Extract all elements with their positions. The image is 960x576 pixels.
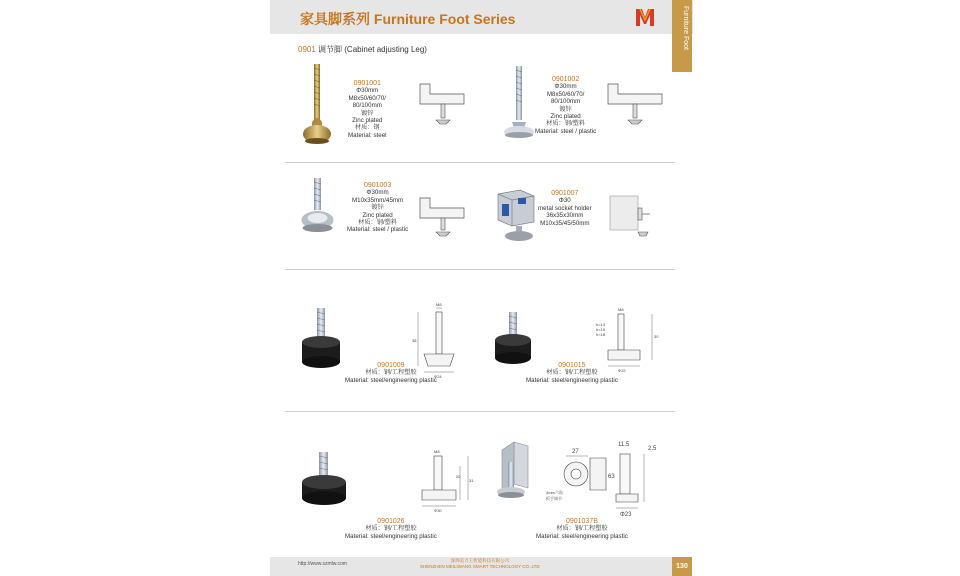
spec-line: 材质：钢/工程塑胶 — [365, 525, 417, 533]
dim-height: 38 — [412, 338, 417, 343]
spec-0901009 — [345, 362, 437, 384]
spec-line: Material: steel/engineering plastic — [345, 376, 437, 384]
spec-line: Zinc plated — [352, 117, 383, 125]
spec-line: metal socket holder — [538, 204, 592, 212]
row-divider — [285, 162, 675, 163]
row-divider — [285, 411, 675, 412]
page-number: 130 — [672, 557, 692, 576]
dim-h2: h=15 — [596, 327, 606, 332]
page-title: 家具脚系列 Furniture Foot Series — [300, 11, 516, 27]
spec-line: 材质：钢/塑料 — [358, 219, 398, 227]
brand-logo-icon — [634, 6, 656, 28]
product-code: 0901003 — [363, 182, 392, 189]
spec-line: 材质：钢/工程塑胶 — [546, 369, 598, 377]
spec-line: Material: steel/engineering plastic — [345, 532, 437, 540]
spec-line: 材质：钢/塑料 — [546, 120, 586, 128]
spec-0901003 — [347, 182, 408, 234]
product-code: 0901009 — [377, 362, 405, 369]
spec-line: Zinc plated — [362, 211, 393, 219]
product-code: 0901001 — [353, 80, 381, 87]
product-code: 0901007 — [551, 190, 579, 197]
dim-h1: 20 — [456, 474, 461, 479]
spec-line: Φ30mm — [356, 87, 379, 95]
install-diagram-0901007 — [608, 194, 658, 240]
dimension-drawing-0901026 — [412, 446, 476, 516]
side-tab-label: Furniture Foot — [682, 6, 689, 50]
spec-0901015 — [526, 362, 618, 384]
spec-line: Φ30mm — [366, 189, 389, 197]
install-diagram-0901001 — [418, 82, 466, 128]
product-photo-0901003 — [298, 176, 338, 240]
dim-thread: M8 — [618, 307, 624, 312]
spec-line: Material: steel / plastic — [347, 226, 409, 234]
spec-line: Material: steel / plastic — [535, 127, 597, 135]
product-photo-0901015 — [492, 310, 540, 370]
spec-line: Φ30 — [558, 197, 571, 205]
spec-line: M10x35/45/50mm — [540, 219, 590, 227]
dim-diameter: Φ24 — [434, 374, 442, 379]
spec-line: 80/100mm — [352, 102, 382, 110]
dim-h1: h=13 — [596, 322, 606, 327]
dimension-drawing-0901037B — [540, 436, 668, 518]
side-tab — [672, 0, 692, 72]
spec-line: Material: steel/engineering plastic — [536, 532, 628, 540]
dim-w3: 2.5 — [648, 446, 657, 452]
spec-line: 镀锌 — [559, 105, 572, 113]
spec-line: Material: steel/engineering plastic — [526, 376, 618, 384]
footer-company — [420, 558, 540, 569]
dim-thread: M8 — [434, 449, 440, 454]
install-diagram-0901003 — [418, 196, 466, 242]
product-code: 0901026 — [377, 518, 405, 525]
spec-0901037B — [536, 518, 628, 540]
spec-line: 镀锌 — [371, 204, 384, 212]
dim-diameter: Φ23 — [620, 512, 632, 518]
section-title — [298, 44, 427, 55]
spec-line: Φ30mm — [554, 83, 577, 91]
install-diagram-0901002 — [606, 82, 666, 128]
spec-0901002 — [535, 76, 596, 135]
dim-h3: h=18 — [596, 332, 606, 337]
dim-h1: 63 — [608, 474, 615, 480]
company-name-en: SHENZHEN MEILIWANG SMART TECHNOLOGY CO.,LTD — [420, 563, 540, 569]
spec-line: 镀锌 — [361, 109, 374, 117]
dim-w1: 27 — [572, 449, 579, 455]
spec-line: M8x50/60/70/ — [546, 90, 585, 98]
spec-0901001 — [348, 80, 387, 139]
product-code: 0901002 — [551, 76, 580, 83]
dim-note2: 扳手调节 — [546, 496, 562, 501]
dim-note1: 4mm六角 — [546, 490, 563, 495]
spec-0901007 — [538, 190, 592, 227]
spec-line: M10x35mm/45mm — [351, 196, 404, 204]
dim-h2: 31 — [469, 478, 474, 483]
dim-w2: 11.5 — [618, 442, 630, 448]
spec-line: 80/100mm — [550, 98, 581, 106]
product-photo-0901009 — [298, 306, 348, 374]
dim-thread: M8 — [436, 302, 442, 307]
product-photo-0901037B — [494, 440, 538, 506]
spec-line: 材质：钢/工程塑胶 — [365, 369, 417, 377]
dim-diameter: Φ22 — [618, 368, 626, 373]
row-divider — [285, 269, 675, 270]
product-code: 0901015 — [558, 362, 586, 369]
product-photo-0901026 — [298, 448, 352, 516]
company-name-cn: 深圳美力王智能科技有限公司 — [450, 558, 510, 563]
product-code: 0901037B — [565, 518, 598, 525]
product-photo-0901007 — [492, 186, 540, 242]
spec-line: 36x35x30mm — [546, 212, 584, 220]
section-code: 0901 — [298, 45, 316, 54]
spec-line: 材质：钢/工程塑胶 — [556, 525, 608, 533]
spec-line: 材质：钢 — [354, 124, 380, 132]
dim-height: 30 — [654, 334, 659, 339]
section-name: 调节脚 (Cabinet adjusting Leg) — [318, 45, 427, 54]
spec-0901026 — [345, 518, 437, 540]
product-photo-0901001 — [298, 62, 338, 146]
dim-diameter: Φ30 — [434, 508, 442, 513]
product-photo-0901002 — [500, 62, 540, 142]
footer-url[interactable]: http://www.szmlw.com — [298, 561, 347, 567]
spec-line: Material: steel — [348, 131, 387, 139]
spec-line: Zinc plated — [550, 113, 581, 121]
spec-line: M8x50/60/70/ — [348, 94, 386, 102]
